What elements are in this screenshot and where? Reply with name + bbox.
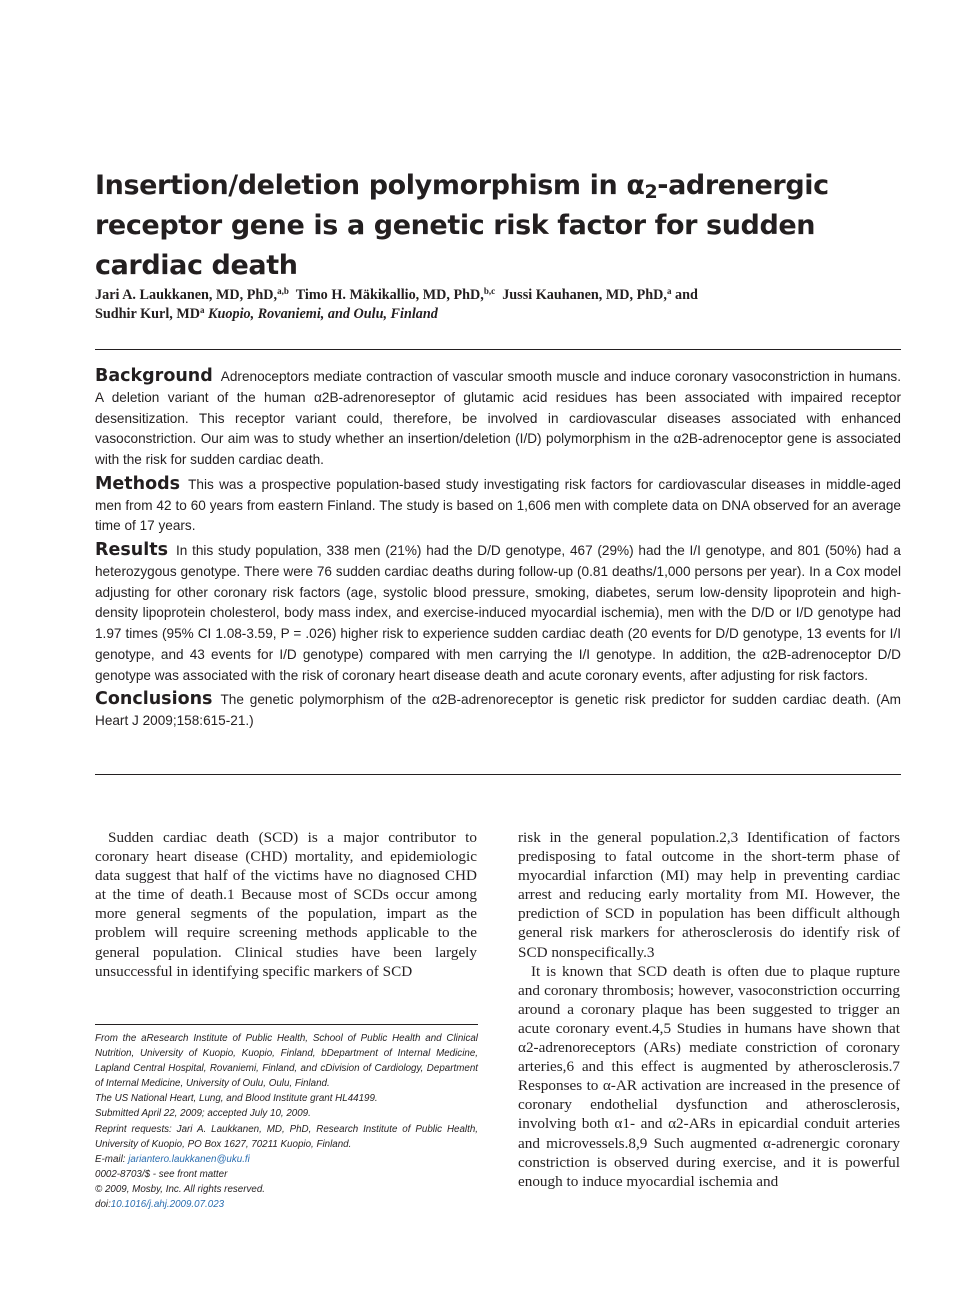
body-paragraph: Sudden cardiac death (SCD) is a major contributor to coronary heart disease (CHD) mortality, and epidemiologic data suggest that half of the victims have no diagnosed CHD at the time of death.1 Because most of SCDs occur among more general segments of the population, impart as the problem will require screening methods applicable to the general population. Clinical studies have been largely unsuccessful in identifying specific markers of SCD [95,829,477,980]
abstract-bottom-rule [95,774,901,775]
article-title: Insertion/deletion polymorphism in α2-adrenergic receptor gene is a genetic risk factor for sudden cardiac death [95,170,829,281]
body-right-column [518,828,900,1191]
body-left-column [95,828,477,981]
author-list: Jari A. Laukkanen, MD, PhD,$^{a,b}$ Timo H. Mäkikallio, MD, PhD,$^{b,c}$ Jussi Kauhanen, MD, PhD,$^a$ and Sudhir Kurl, $MD^a$ Kuopio, Rovaniemi, and Oulu, Finland [95,286,698,322]
footnote-issn: 0002-8703/$ - see front matter [95,1168,228,1180]
footnotes [95,1031,478,1212]
author-name: Sudhir Kurl, MD [95,306,200,322]
footnote-email: E-mail: jariantero.laukkanen@uku.fi [95,1153,250,1165]
body-paragraph: risk in the general population.2,3 Identification of factors predisposing to fatal outcome in the short-term phase of myocardial infarction (MI) may help in preventing cardiac arrest and reducing early mortality from MI. However, the prediction of SCD in population has been difficult although general risk markers for atherosclerosis do identify risk of SCD nonspecifically.3 [518,829,900,961]
section-heading: Methods [95,473,181,494]
abstract-results: Results In this study population, 338 men (21%) had the D/D genotype, 467 (29%) had the I/I genotype, and 801 (50%) had a heterozygous genotype. There were 76 sudden cardiac deaths during follow-up (0.81 deaths/1,000 persons per year). In a Cox model adjusting for other coronary risk factors (age, systolic blood pressure, smoking, diabetes, serum low-density lipoprotein and high-density lipoprotein cholesterol, body mass index, and exercise-induced myocardial ischemia), men with the D/D or I/D genotype had 1.97 times (95% CI 1.08-3.59, P = .026) higher risk to experience sudden cardiac death (20 events for D/D genotype, 13 events for I/I genotype, and 43 events for I/D genotype) compared with men carrying the I/I genotype. In addition, the α2B-adrenoceptor D/D genotype was associated with the risk of coronary heart disease death and acute coronary events, after adjusting for risk factors. [95,539,901,683]
email-link[interactable]: jariantero.laukkanen@uku.fi [128,1153,250,1165]
abstract-top-rule [95,349,901,350]
author-locations: Kuopio, Rovaniemi, and Oulu, Finland [208,306,438,322]
footnote-affiliations: From the aResearch Institute of Public Health, School of Public Health and Clinical Nutrition, University of Kuopio, Kuopio, Finland, bDepartment of Internal Medicine, Lapland Central Hospital, Rovaniemi, Finland, and cDivision of Cardiology, Department of Internal Medicine, University of Oulu, Oulu, Finland. [95,1033,478,1090]
author-name: Timo H. Mäkikallio, MD, PhD, [295,287,484,303]
section-heading: Background [95,366,213,386]
body-paragraph: It is known that SCD death is often due to plaque rupture and coronary thrombosis; however, vasoconstriction occurring around a coronary plaque has been suggested to trigger an acute coronary event.4,5 Studies in humans have shown that α2-adrenoreceptors (ARs) mediate constriction of coronary arteries,6 and this effect is augmented by atherosclerosis.7 Responses to α-AR activation are increased in the presence of coronary endothelial dysfunction and atherosclerosis, involving both α1- and α2-ARs in epicardial conduit arteries and microvessels.8,9 Such augmented α-adrenergic coronary constriction is observed during exercise, and it is powerful enough to induce myocardial ischemia and [518,962,900,1190]
abstract-conclusions: Conclusions The genetic polymorphism of the α2B-adrenoreceptor is genetic risk predictor for sudden cardiac death. (Am Heart J 2009;158:615-21.) [95,689,901,729]
footnote-submitted: Submitted April 22, 2009; accepted July 10, 2009. [95,1108,311,1120]
doi-link[interactable]: 10.1016/j.ahj.2009.07.023 [110,1199,225,1211]
footnote-doi: doi:10.1016/j.ahj.2009.07.023 [95,1199,225,1211]
author-name: Jari A. Laukkanen, MD, PhD, [95,287,278,303]
section-heading: Conclusions [95,689,213,710]
abstract-methods: Methods This was a prospective population-based study investigating risk factors for cardiovascular diseases in middle-aged men from 42 to 60 years from eastern Finland. The study is based on 1,606 men with complete data on DNA observed for an average time of 17 years. [95,473,901,534]
section-heading: Results [95,539,168,560]
abstract-background: Background Adrenoceptors mediate contraction of vascular smooth muscle and induce coronary vasoconstriction in humans. A deletion variant of the human α2B-adrenoreseptor of glutamic acid residues has been associated with impaired receptor desensitization. This receptor variant could, therefore, be involved in cardiovascular diseases associated with enhanced vasoconstriction. Our aim was to study whether an insertion/deletion (I/D) polymorphism in the α2B-adrenoceptor gene is associated with the risk for sudden cardiac death. [95,366,901,468]
footnote-grant: The US National Heart, Lung, and Blood Institute grant HL44199. [95,1093,378,1105]
footnote-reprints: Reprint requests: Jari A. Laukkanen, MD, PhD, Research Institute of Public Health, University of Kuopio, PO Box 1627, 70211 Kuopio, Finland. [95,1123,478,1150]
footnote-rule [95,1024,478,1025]
footnote-copyright: © 2009, Mosby, Inc. All rights reserved. [95,1183,266,1195]
abstract [95,366,901,735]
author-name: Jussi Kauhanen, MD, PhD, [502,287,667,303]
